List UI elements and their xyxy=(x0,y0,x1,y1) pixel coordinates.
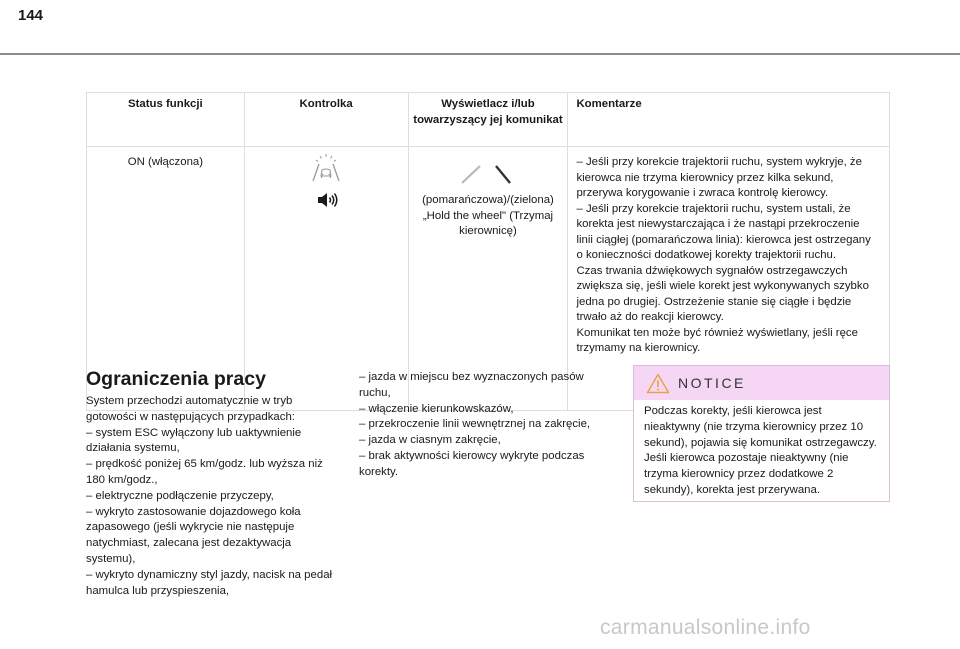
notice-title: NOTICE xyxy=(678,375,746,391)
notice-header xyxy=(634,366,889,400)
lane-keep-assist-icon xyxy=(310,153,342,183)
header-divider xyxy=(0,53,960,55)
header-light: Kontrolka xyxy=(244,93,408,147)
lane-lines-icon xyxy=(452,161,524,187)
status-value: ON (włączona) xyxy=(127,156,204,168)
limitations-middle-column: – jazda w miejscu bez wyznaczonych pasów ruchu, – włączenie kierunkowskazów, – przekroczenie linii wewnętrznej na zakręcie, – jazda w ciasnym zakręcie, – brak aktywności kierowcy wykryte podczas korekty. xyxy=(359,371,591,478)
limitations-left-column: System przechodzi automatycznie w tryb gotowości w następujących przypadkach: – system ESC wyłączony lub uaktywnienie działania systemu, – prędkość poniżej 65 km/godz. lub wyższa niż 180 km/godz., – elektryczne podłączenie przyczepy, – wykryto zastosowanie dojazdowego koła zapasowego (jeśli wykrycie nie następuje natychmiast, zalecana jest dezaktywacja systemu), – wykryto dynamiczny styl jazdy, nacisk na pedał hamulca lub przyspieszenia, xyxy=(86,395,333,597)
header-status: Status funkcji xyxy=(87,93,245,147)
notice-box xyxy=(633,365,890,502)
notice-body: Podczas korekty, jeśli kierowca jest nieaktywny (nie trzyma kierownicy przez 10 sekund), pojawia się komunikat ostrzegawczy. Jeśli kierowca pozostaje nieaktywny (nie trzyma kierownicy przez dodatkowe 2 sekundy), korekta jest przerywana. xyxy=(644,405,877,496)
section-title: Ograniczenia pracy xyxy=(86,368,266,390)
function-status-table xyxy=(86,92,890,411)
display-message: (pomarańczowa)/(zielona) „Hold the wheel" (Trzymaj kierownicę) xyxy=(422,194,554,237)
header-display: Wyświetlacz i/lub towarzyszący jej komunikat xyxy=(408,93,568,147)
page-number: 144 xyxy=(18,7,44,24)
header-comments: Komentarze xyxy=(568,93,890,147)
comment-text: – Jeśli przy korekcie trajektorii ruchu, system wykryje, że kierowca nie trzyma kierownicy przez kilka sekund, przerywa korygowanie i zwraca kontrolę kierowcy. – Jeśli przy korekcie trajektorii ruchu, system ustali, że korekta jest niewystarczająca i że nastąpi przekroczenie linii ciągłej (pomarańczowa linia): kierowca jest ostrzegany o konieczności dodatkowej korekty trajektorii ruchu. Czas trwania dźwiękowych sygnałów ostrzegawczych zwiększa się, jeśli wiele korekt jest wykonywanych szybko jedna po drugiej. Ostrzeżenie stanie się ciągłe i będzie trwało aż do reakcji kierowcy. Komunikat ten może być również wyświetlany, jeśli ręce trzymamy na kierownicy. xyxy=(576,156,871,354)
warning-triangle-icon xyxy=(646,373,670,394)
watermark: carmanualsonline.info xyxy=(600,616,811,639)
table-header-row xyxy=(87,93,890,147)
speaker-sound-icon xyxy=(317,191,339,209)
